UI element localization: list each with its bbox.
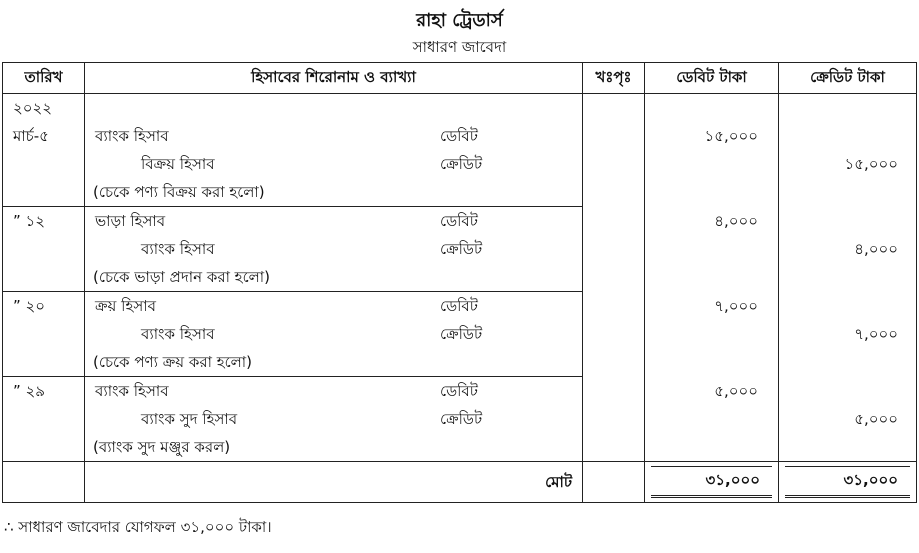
total-credit: ৩১,০০০ <box>843 471 898 489</box>
debit-cell <box>645 94 779 123</box>
desc-cell <box>85 292 583 321</box>
debit-cell <box>645 235 779 263</box>
total-credit-rule-bottom <box>785 495 910 498</box>
debit-account: ক্রয় হিসাব <box>95 297 156 315</box>
debit-cell <box>645 433 779 462</box>
debit-cell <box>645 178 779 207</box>
header-debit: ডেবিট টাকা <box>645 63 779 94</box>
desc-cell <box>85 178 583 207</box>
desc-cell <box>85 235 583 263</box>
entry-4-credit-row <box>3 405 917 433</box>
total-debit: ৩১,০০০ <box>705 471 760 489</box>
credit-amount: ৫,০০০ <box>779 405 917 433</box>
lf-cell <box>583 292 645 321</box>
entry-1-credit-row <box>3 150 917 178</box>
desc-cell <box>85 348 583 377</box>
entry-3-narration-row <box>3 348 917 377</box>
debit-amount: ১৫,০০০ <box>645 122 779 150</box>
lf-cell <box>583 178 645 207</box>
entry-2-narration-row <box>3 263 917 292</box>
date-cell <box>3 405 85 433</box>
debit-account: ব্যাংক হিসাব <box>95 127 169 145</box>
credit-account: ব্যাংক হিসাব <box>141 325 215 343</box>
entry-1-narration-row <box>3 178 917 207</box>
date-cell <box>3 263 85 292</box>
document-subtitle: সাধারণ জাবেদা <box>412 38 507 56</box>
narration: (ব্যাংক সুদ মঞ্জুর করল) <box>93 438 231 456</box>
lf-cell <box>583 150 645 178</box>
credit-account: বিক্রয় হিসাব <box>141 155 215 173</box>
lf-cell <box>583 122 645 150</box>
credit-cell <box>779 292 917 321</box>
journal-table <box>2 62 917 503</box>
credit-cell <box>779 377 917 406</box>
debit-cell <box>645 150 779 178</box>
credit-amount: ১৫,০০০ <box>779 150 917 178</box>
credit-account: ব্যাংক হিসাব <box>141 240 215 258</box>
desc-cell <box>85 122 583 150</box>
debit-tag: ডেবিট <box>440 127 478 145</box>
credit-cell <box>779 263 917 292</box>
credit-cell <box>779 94 917 123</box>
desc-cell <box>85 94 583 123</box>
date-cell <box>3 235 85 263</box>
footer-note: ∴ সাধারণ জাবেদার যোগফল ৩১,০০০ টাকা। <box>4 518 272 536</box>
lf-cell <box>583 263 645 292</box>
entry-4-narration-row <box>3 433 917 462</box>
debit-cell <box>645 263 779 292</box>
entry-2-debit-row <box>3 207 917 236</box>
lf-cell <box>583 462 645 503</box>
desc-cell <box>85 405 583 433</box>
debit-account: ভাড়া হিসাব <box>95 212 166 230</box>
credit-cell <box>779 207 917 236</box>
header-row <box>3 63 917 94</box>
credit-tag: ক্রেডিট <box>440 325 483 343</box>
total-credit-cell <box>779 462 917 503</box>
entry-3-credit-row <box>3 320 917 348</box>
debit-amount: ৫,০০০ <box>645 377 779 406</box>
narration: (চেকে পণ্য ক্রয় করা হলো) <box>93 353 252 371</box>
debit-cell <box>645 405 779 433</box>
debit-amount: ৪,০০০ <box>645 207 779 236</box>
total-debit-rule-bottom <box>651 495 772 498</box>
debit-amount: ৭,০০০ <box>645 292 779 321</box>
desc-cell <box>85 377 583 406</box>
lf-cell <box>583 433 645 462</box>
debit-tag: ডেবিট <box>440 212 478 230</box>
date-cell <box>3 433 85 462</box>
total-debit-rule-top <box>651 466 772 467</box>
entry-2-credit-row <box>3 235 917 263</box>
debit-cell <box>645 320 779 348</box>
entry-1-debit-row <box>3 122 917 150</box>
entry-date: মার্চ-৫ <box>3 122 85 150</box>
desc-cell <box>85 263 583 292</box>
narration: (চেকে ভাড়া প্রদান করা হলো) <box>93 268 270 286</box>
entry-date: ” ১২ <box>3 207 85 236</box>
document-title: রাহা ট্রেডার্স <box>416 10 503 31</box>
date-cell <box>3 150 85 178</box>
entry-date: ” ২৯ <box>3 377 85 406</box>
lf-cell <box>583 405 645 433</box>
year-row <box>3 94 917 123</box>
date-cell <box>3 178 85 207</box>
credit-tag: ক্রেডিট <box>440 410 483 428</box>
lf-cell <box>583 235 645 263</box>
entry-date: ” ২০ <box>3 292 85 321</box>
total-row <box>3 462 917 503</box>
desc-cell <box>85 150 583 178</box>
credit-amount: ৭,০০০ <box>779 320 917 348</box>
lf-cell <box>583 377 645 406</box>
credit-tag: ক্রেডিট <box>440 240 483 258</box>
credit-cell <box>779 433 917 462</box>
entry-3-debit-row <box>3 292 917 321</box>
header-description: হিসাবের শিরোনাম ও ব্যাখ্যা <box>85 63 583 94</box>
total-debit-cell <box>645 462 779 503</box>
debit-tag: ডেবিট <box>440 297 478 315</box>
debit-account: ব্যাংক হিসাব <box>95 382 169 400</box>
header-date: তারিখ <box>3 63 85 94</box>
credit-account: ব্যাংক সুদ হিসাব <box>141 410 238 428</box>
header-credit: ক্রেডিট টাকা <box>779 63 917 94</box>
credit-cell <box>779 348 917 377</box>
total-credit-rule-top <box>785 466 910 467</box>
debit-cell <box>645 348 779 377</box>
header-ledger-folio: খঃপৃঃ <box>583 63 645 94</box>
credit-tag: ক্রেডিট <box>440 155 483 173</box>
lf-cell <box>583 94 645 123</box>
total-label: মোট <box>85 462 583 503</box>
credit-amount: ৪,০০০ <box>779 235 917 263</box>
entry-4-debit-row <box>3 377 917 406</box>
narration: (চেকে পণ্য বিক্রয় করা হলো) <box>93 183 265 201</box>
lf-cell <box>583 348 645 377</box>
debit-tag: ডেবিট <box>440 382 478 400</box>
desc-cell <box>85 433 583 462</box>
lf-cell <box>583 207 645 236</box>
date-cell <box>3 348 85 377</box>
year-cell: ২০২২ <box>3 94 85 123</box>
credit-cell <box>779 178 917 207</box>
desc-cell <box>85 207 583 236</box>
desc-cell <box>85 320 583 348</box>
credit-cell <box>779 122 917 150</box>
date-cell <box>3 462 85 503</box>
lf-cell <box>583 320 645 348</box>
date-cell <box>3 320 85 348</box>
